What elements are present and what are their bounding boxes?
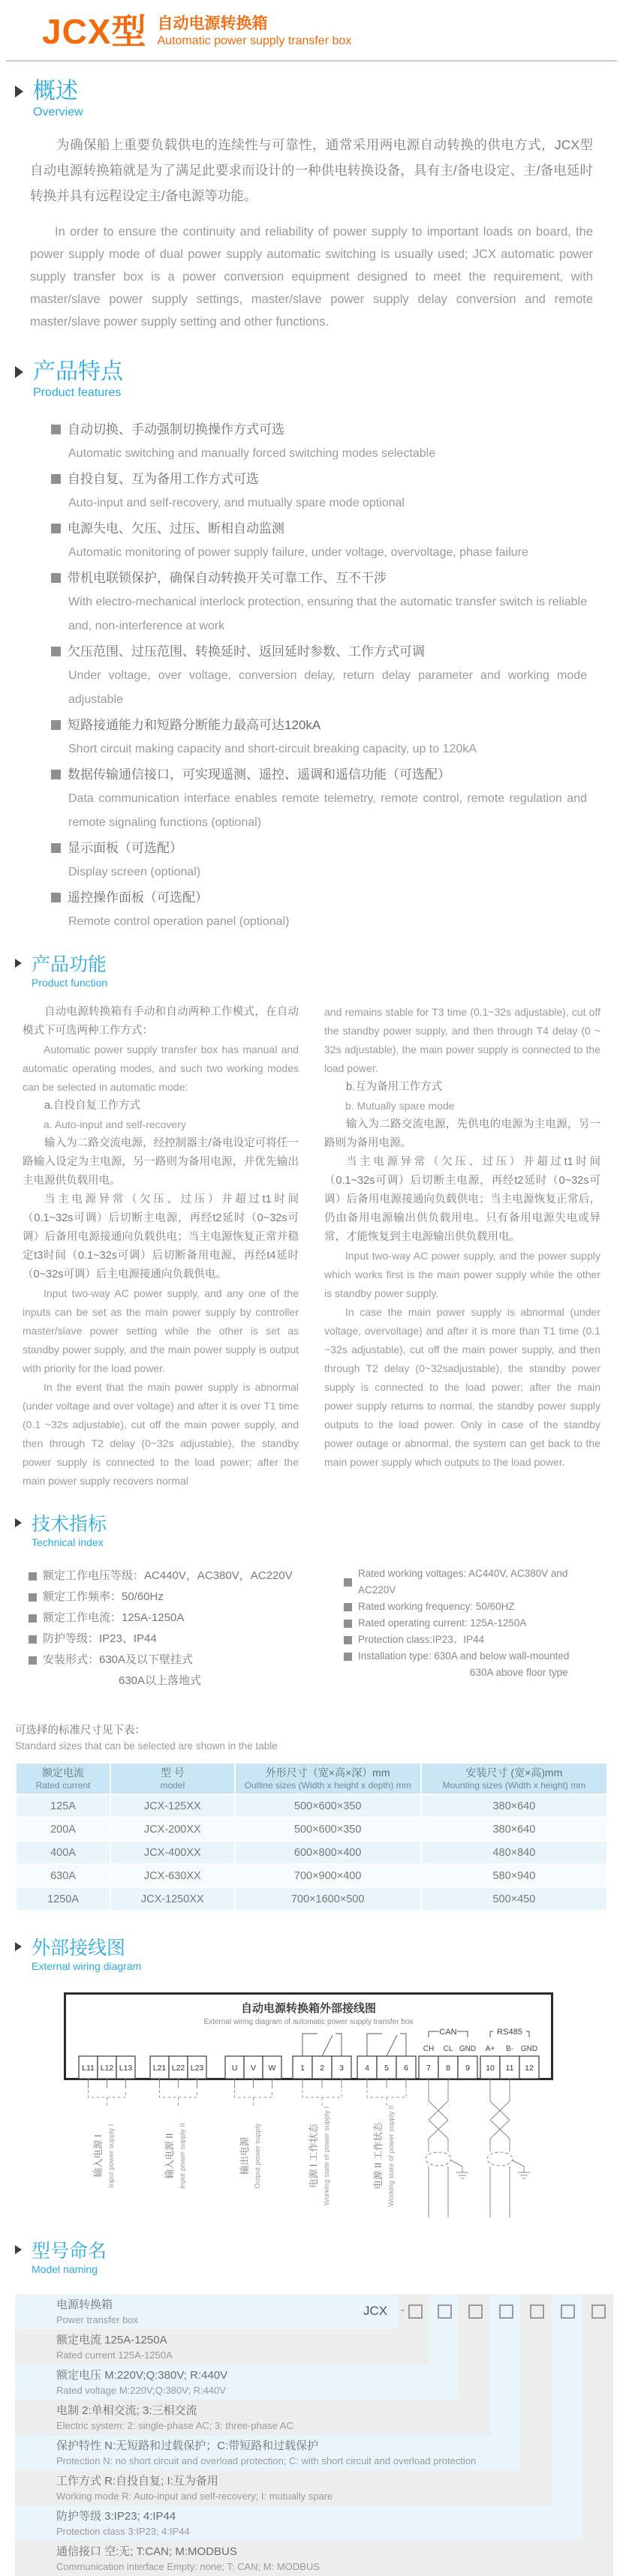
paragraph: 输入为二路交流电源，经控制器主/备电设定可将任一路输入设定为主电源，另一路则为备用电源，并优先输出主电源供负载用电。 xyxy=(23,1137,299,1187)
product-title-zh: 自动电源转换箱 xyxy=(157,15,268,32)
section-title-en: Product features xyxy=(33,386,122,399)
rs485-label: RS485 xyxy=(497,2028,522,2037)
table-row xyxy=(16,1887,607,1911)
model-code-box xyxy=(591,2304,606,2319)
cell: 125A xyxy=(16,1794,110,1818)
svg-text:5: 5 xyxy=(384,2064,389,2073)
overview-paragraph-zh: 为确保船上重要负载供电的连续性与可靠性，通常采用两电源自动转换的供电方式，JCX型自动电源转换箱就是为了满足此要求而设计的一种供电转换设备，具有主/备电设定、主/备电延时转换并具有远程设定主/备电源等功能。 xyxy=(30,137,593,203)
bullet-square-icon xyxy=(51,647,61,656)
svg-text:电源 I 工作状态: 电源 I 工作状态 xyxy=(308,2124,319,2188)
tech-item: 额定工作电压等级：AC440V，AC380V，AC220V xyxy=(43,1569,293,1582)
twisted-pair-rs485-icon xyxy=(487,2079,530,2217)
svg-text:Input power supply II: Input power supply II xyxy=(179,2123,187,2189)
tech-column-en xyxy=(344,1566,606,1692)
bullet-square-icon xyxy=(344,1620,352,1628)
naming-row: 额定电流 125A-1250A Rated current 125A-1250A xyxy=(15,2329,429,2364)
function-column-right xyxy=(324,1003,600,1491)
feature-item xyxy=(51,885,587,934)
svg-text:L23: L23 xyxy=(190,2064,204,2073)
bullet-square-icon xyxy=(344,1603,352,1611)
svg-text:Input power supply I: Input power supply I xyxy=(107,2124,116,2188)
paragraph: Input two-way AC power supply, and any one of the inputs can be set as the main power supply by controller master/slave power setting while the other is set as standby power supply, and the main power supply is output with priority for the load power. xyxy=(23,1287,299,1374)
section-tech-header xyxy=(15,1513,623,1549)
bullet-square-icon xyxy=(29,1572,37,1581)
bullet-square-icon xyxy=(51,425,61,434)
bullet-square-icon xyxy=(51,770,61,779)
section-title-zh: 技术指标 xyxy=(32,1514,107,1535)
cell: 500×600×350 xyxy=(235,1818,421,1841)
model-code-box xyxy=(561,2304,575,2319)
paragraph: 当主电源异常（欠压、过压）并超过t1时间（0.1~32s可调）后切断主电源，再经t2延时（0~32s可调）后备用电源接通向负载供电；当主电源恢复正常后，仍由备用电源输出供负载用电。只有备用电源失电或异常，才能恢复到主电源输出供负载用电。 xyxy=(324,1156,600,1243)
cell: 500×450 xyxy=(421,1887,607,1911)
svg-text:输出电源: 输出电源 xyxy=(239,2136,250,2175)
feature-zh: 自投自复、互为备用工作方式可选 xyxy=(68,472,259,486)
pin-label: A+ xyxy=(485,2045,495,2053)
paragraph: a. Auto-input and self-recovery xyxy=(44,1118,186,1130)
pin-label: CH xyxy=(423,2045,435,2053)
standard-sizes-table xyxy=(15,1762,608,1911)
bullet-square-icon xyxy=(29,1656,37,1665)
svg-text:11: 11 xyxy=(505,2064,514,2073)
svg-text:输入电源 II: 输入电源 II xyxy=(164,2133,175,2179)
section-title-en: Model naming xyxy=(32,2263,98,2275)
svg-text:6: 6 xyxy=(404,2064,408,2073)
section-title-en: External wiring diagram xyxy=(32,1960,142,1972)
tech-item: Protection class:IP23、IP44 xyxy=(358,1634,485,1645)
feature-en: Data communication interface enables remote telemetry, remote control, remote regulation and remote signaling functions (optional) xyxy=(68,792,587,829)
feature-en: Automatic switching and manually forced switching modes selectable xyxy=(68,447,436,460)
feature-en: Remote control operation panel (optional) xyxy=(68,915,290,928)
section-title-en: Product function xyxy=(32,977,108,989)
svg-text:12: 12 xyxy=(525,2064,534,2073)
tech-item: 防护等级：IP23、IP44 xyxy=(43,1632,157,1645)
tech-item-extra: 630A以上落地式 xyxy=(119,1674,202,1687)
section-function-header xyxy=(15,953,623,989)
pin-label: GND xyxy=(459,2045,477,2053)
feature-zh: 带机电联锁保护，确保自动转换开关可靠工作、互不干涉 xyxy=(68,571,387,585)
feature-zh: 显示面板（可选配） xyxy=(68,841,182,855)
section-naming-header xyxy=(15,2240,623,2276)
bullet-square-icon xyxy=(29,1614,37,1623)
cell: 600×800×400 xyxy=(235,1841,421,1864)
paragraph: and remains stable for T3 time (0.1~32s adjustable), cut off the standby power supply, and then through T4 delay (0 ~ 32s adjustable), the main power supply is connected to the load power. xyxy=(324,1006,600,1074)
naming-row: 额定电压 M:220V;Q:380V; R:440V Rated voltage M:220V;Q:380V; R:440V xyxy=(15,2364,459,2400)
cell: 630A xyxy=(16,1864,110,1887)
feature-item xyxy=(51,639,587,712)
group-labels xyxy=(92,2106,396,2207)
naming-row: 通信接口 空:无; T:CAN; M:MODBUS Communication interface Empty: none; T: CAN; M: MODBUS xyxy=(15,2541,611,2576)
table-row xyxy=(16,1794,607,1818)
section-title-zh: 产品功能 xyxy=(32,954,107,975)
svg-text:输入电源 I: 输入电源 I xyxy=(93,2134,104,2178)
naming-row: 防护等级 3:IP23; 4:IP44 Protection class 3:IP23; 4:IP44 xyxy=(15,2505,582,2541)
section-features-header xyxy=(15,359,623,401)
feature-zh: 欠压范围、过压范围、转换延时、返回延时参数、工作方式可调 xyxy=(68,644,425,659)
tech-item: Rated operating current: 125A-1250A xyxy=(358,1617,527,1629)
paragraph: 自动电源转换箱有手动和自动两种工作模式，在自动模式下可选两种工作方式： xyxy=(23,1006,299,1037)
section-marker-icon xyxy=(15,1518,22,1527)
feature-item xyxy=(51,467,587,515)
svg-text:7: 7 xyxy=(426,2064,431,2073)
model-code-box xyxy=(468,2304,483,2319)
section-marker-icon xyxy=(15,2245,22,2254)
svg-text:Working state of power supply: Working state of power supply II xyxy=(387,2105,396,2207)
section-title-zh: 外部接线图 xyxy=(32,1938,126,1959)
paragraph: 当主电源异常（欠压、过压）并超过t1时间（0.1~32s可调）后切断主电源，再经t2延时（0~32s可调）后备用电源接通向负载供电；当主电源恢复正常并稳定t3时间（0.1~32s可调）后切断备用电源，再经t4延时（0~32s可调）后主电源接通向负载供电。 xyxy=(23,1193,299,1280)
svg-text:4: 4 xyxy=(365,2064,369,2073)
feature-item xyxy=(51,836,587,884)
cell: JCX-630XX xyxy=(110,1864,234,1887)
bullet-square-icon xyxy=(51,524,61,533)
section-title-en: Overview xyxy=(33,106,83,119)
naming-stripe xyxy=(552,2294,582,2541)
svg-text:L12: L12 xyxy=(100,2064,114,2073)
section-marker-icon xyxy=(15,86,23,98)
bullet-square-icon xyxy=(51,474,61,484)
model-naming-diagram xyxy=(15,2294,611,2576)
paragraph: In case the main power supply is abnormal (under voltage, overvoltage) and after it is more than T1 time (0.1 ~32s adjustable), cut off the main power supply, and then through T2 delay (0~32sadjustable), the standby power supply is connected to the load power; after the main power supply returns to normal, the standby power supply outputs to the load power. Only in case of the standby power outage or abnormal, the system can get back to the main power supply which outputs to the load power. xyxy=(324,1306,600,1468)
section-overview-header xyxy=(15,78,623,120)
cell: 1250A xyxy=(16,1887,110,1911)
section-marker-icon xyxy=(15,1942,22,1951)
product-title-en: Automatic power supply transfer box xyxy=(157,35,352,47)
naming-stripe xyxy=(582,2294,613,2576)
feature-zh: 短路接通能力和短路分断能力最高可达120kA xyxy=(68,718,321,732)
model-code-box xyxy=(499,2304,513,2319)
tech-column-zh xyxy=(29,1566,344,1692)
group-bracket xyxy=(89,2090,407,2106)
svg-text:W: W xyxy=(268,2064,276,2073)
svg-text:L22: L22 xyxy=(171,2064,185,2073)
wiring-diagram xyxy=(64,1992,553,2234)
bullet-square-icon xyxy=(51,720,61,730)
svg-text:V: V xyxy=(250,2064,257,2073)
model-code-box xyxy=(530,2304,544,2319)
svg-text:L21: L21 xyxy=(152,2064,167,2073)
section-title-en: Technical index xyxy=(32,1536,104,1548)
model-code-box xyxy=(408,2304,423,2319)
cell: JCX-400XX xyxy=(110,1841,234,1864)
feature-en: Auto-input and self-recovery, and mutually spare mode optional xyxy=(68,497,405,509)
bullet-square-icon xyxy=(344,1636,352,1644)
paragraph: a.自投自复工作方式 xyxy=(44,1100,141,1112)
cell: 380×640 xyxy=(421,1818,607,1841)
cell: 200A xyxy=(16,1818,110,1841)
diagram-title-en: External wiring diagram of automatic power supply transfer box xyxy=(203,2018,414,2026)
cell: 480×840 xyxy=(421,1841,607,1864)
pin-label: GND xyxy=(520,2045,538,2053)
col-header-rated-current: 额定电流 Rated current xyxy=(16,1763,110,1794)
col-header-outline-sizes: 外形尺寸（宽×高×深）mm Outline sizes (Width x height x depth) mm xyxy=(235,1763,421,1794)
feature-en: Under voltage, over voltage, conversion delay, return delay parameter and working mode adjustable xyxy=(68,669,587,706)
table-row xyxy=(16,1818,607,1841)
can-label: CAN xyxy=(439,2028,457,2037)
tech-item: 额定工作电流：125A-1250A xyxy=(43,1611,185,1624)
overview-paragraph-en: In order to ensure the continuity and reliability of power supply to important loads on board, the power supply mode of dual power supply automatic switching is usually used; JCX automatic power supply transfer box is a power conversion equipment designed to meet the requirement, with master/slave power supply settings, master/slave power supply delay conversion and remote master/slave power supply setting and other functions. xyxy=(30,225,593,329)
svg-text:Output power supply: Output power supply xyxy=(254,2123,262,2189)
bullet-square-icon xyxy=(51,843,61,853)
feature-list xyxy=(51,417,587,934)
bullet-square-icon xyxy=(344,1653,352,1661)
function-column-left xyxy=(23,1003,299,1491)
naming-row: 电制 2:单相交流; 3:三相交流 Electric system: 2: single-phase AC; 3: three-phase AC xyxy=(15,2400,490,2435)
feature-zh: 数据传输通信接口，可实现遥测、遥控、遥调和遥信功能（可选配） xyxy=(68,767,450,782)
table-intro-en: Standard sizes that can be selected are shown in the table xyxy=(15,1740,278,1752)
model-code-dash: - xyxy=(401,2304,405,2316)
paragraph: b.互为备用工作方式 xyxy=(346,1081,443,1093)
tech-item: Rated working frequency: 50/60HZ xyxy=(358,1601,515,1612)
tech-columns xyxy=(29,1566,623,1692)
cell: 380×640 xyxy=(421,1794,607,1818)
naming-row: 电源转换箱 Power transfer box xyxy=(15,2294,398,2329)
feature-item xyxy=(51,762,587,835)
table-intro-zh: 可选择的标准尺寸见下表： xyxy=(15,1725,146,1737)
cell: 580×940 xyxy=(421,1864,607,1887)
paragraph: Input two-way AC power supply, and the power supply which works first is the main power supply while the other is standby power supply. xyxy=(324,1250,600,1299)
svg-text:1: 1 xyxy=(300,2064,305,2073)
twisted-pair-can-icon xyxy=(426,2079,468,2217)
product-model-title: JCX型 xyxy=(42,12,147,51)
cell: 700×900×400 xyxy=(235,1864,421,1887)
pin-label: B- xyxy=(506,2045,513,2053)
svg-text:2: 2 xyxy=(320,2064,324,2073)
paragraph: In the event that the main power supply is abnormal (under voltage and over voltage) and after it is over T1 time (0.1 ~32s adjustable), cut off the main power supply, and then through T2 delay (0~32s adjustable), the standby power supply is connected to the load power; after the main power supply recovers normal xyxy=(23,1381,299,1487)
bullet-square-icon xyxy=(29,1635,37,1644)
naming-row: 保护特性 N:无短路和过载保护；C:带短路和过载保护 Protection N: no short circuit and overload protection; C: with short circuit and overload protection xyxy=(15,2435,521,2470)
feature-zh: 电源失电、欠压、过压、断相自动监测 xyxy=(68,521,284,536)
tech-item: Installation type: 630A and below wall-mounted xyxy=(358,1650,570,1662)
bullet-square-icon xyxy=(51,893,61,902)
feature-item xyxy=(51,566,587,638)
section-title-zh: 概述 xyxy=(33,79,78,104)
svg-text:10: 10 xyxy=(486,2064,495,2073)
model-code-prefix: JCX xyxy=(363,2304,388,2318)
tech-item-extra: 630A above floor type xyxy=(470,1667,568,1678)
tech-item: Rated working voltages: AC440V, AC380V and AC220V xyxy=(358,1568,568,1596)
paragraph: b. Mutually spare mode xyxy=(345,1100,455,1112)
section-marker-icon xyxy=(15,959,22,968)
tech-item: 额定工作频率：50/60Hz xyxy=(43,1590,164,1603)
function-columns xyxy=(23,1003,600,1491)
feature-en: Display screen (optional) xyxy=(68,866,201,878)
feature-item xyxy=(51,516,587,565)
svg-text:U: U xyxy=(231,2064,238,2073)
svg-text:9: 9 xyxy=(465,2064,470,2073)
feature-en: Automatic monitoring of power supply failure, under voltage, overvoltage, phase failure xyxy=(68,546,528,559)
svg-text:电源 II 工作状态: 电源 II 工作状态 xyxy=(373,2122,384,2190)
section-wiring-header xyxy=(15,1937,623,1973)
feature-zh: 遥控操作面板（可选配） xyxy=(68,890,208,905)
cell: JCX-1250XX xyxy=(110,1887,234,1911)
table-row xyxy=(16,1841,607,1864)
header-divider xyxy=(6,60,617,62)
paragraph: 输入为二路交流电源，先供电的电源为主电源，另一路则为备用电源。 xyxy=(324,1118,600,1149)
feature-item xyxy=(51,417,587,466)
cell: 500×600×350 xyxy=(235,1794,421,1818)
cell: JCX-200XX xyxy=(110,1818,234,1841)
col-header-mounting-sizes: 安装尺寸 (宽×高)mm Mounting sizes (Width x height) mm xyxy=(421,1763,607,1794)
cell: JCX-125XX xyxy=(110,1794,234,1818)
feature-item xyxy=(51,713,587,761)
bullet-square-icon xyxy=(29,1593,37,1602)
diagram-title-zh: 自动电源转换箱外部接线图 xyxy=(240,2002,377,2015)
pin-label: CL xyxy=(443,2045,453,2053)
table-row xyxy=(16,1864,607,1887)
svg-text:3: 3 xyxy=(339,2064,344,2073)
section-marker-icon xyxy=(15,366,23,378)
paragraph: Automatic power supply transfer box has manual and automatic operating modes, and such two working modes can be selected in automatic mode: xyxy=(23,1043,299,1093)
feature-en: Short circuit making capacity and short-circuit breaking capacity, up to 120kA xyxy=(68,743,477,755)
naming-row: 工作方式 R:自投自复; I:互为备用 Working mode R: Auto-input and self-recovery; I: mutually spare xyxy=(15,2470,552,2505)
svg-text:L11: L11 xyxy=(82,2064,95,2073)
col-header-model: 型 号 model xyxy=(110,1763,234,1794)
svg-text:Working state of power supply: Working state of power supply I xyxy=(323,2106,331,2206)
svg-text:8: 8 xyxy=(446,2064,450,2073)
cell: 400A xyxy=(16,1841,110,1864)
table-header-row xyxy=(16,1763,607,1794)
model-code-box xyxy=(438,2304,452,2319)
section-title-zh: 型号命名 xyxy=(32,2241,107,2262)
section-title-zh: 产品特点 xyxy=(33,359,123,384)
feature-en: With electro-mechanical interlock protection, ensuring that the automatic transfer switch is reliable and, non-interference at work xyxy=(68,596,587,632)
tech-item: 安装形式：630A及以下壁挂式 xyxy=(43,1653,194,1666)
page-header xyxy=(0,0,623,57)
svg-text:L13: L13 xyxy=(119,2064,133,2073)
bullet-square-icon xyxy=(51,573,61,583)
cell: 700×1600×500 xyxy=(235,1887,421,1911)
feature-zh: 自动切换、手动强制切换操作方式可选 xyxy=(68,422,284,437)
bullet-square-icon xyxy=(344,1578,352,1587)
